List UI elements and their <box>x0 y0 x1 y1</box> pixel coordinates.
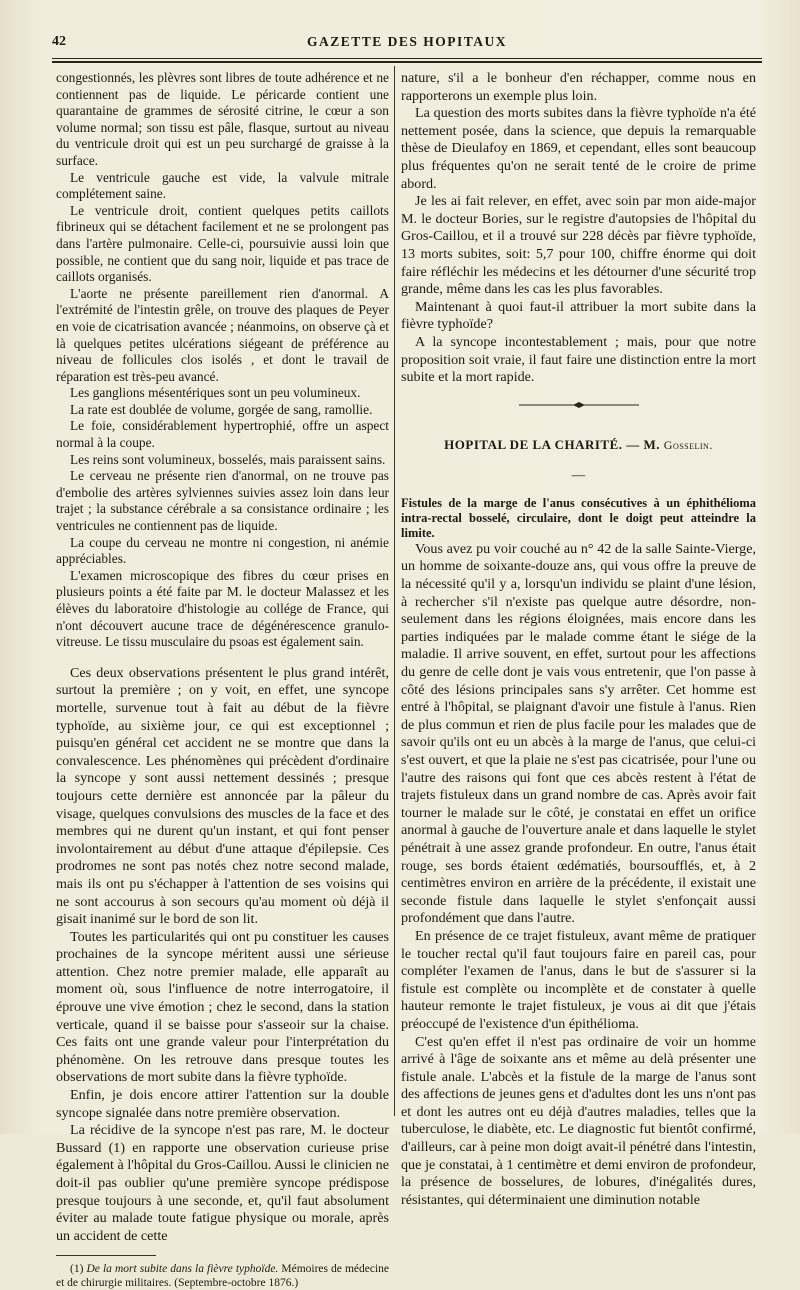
footnote-rule <box>56 1255 156 1256</box>
paragraph: nature, s'il a le bonheur d'en réchapper, comme nous en rapporterons un exemple plus loin. <box>401 70 756 104</box>
paragraph: La question des morts subites dans la fièvre typhoïde n'a été nettement posée, dans la science, que depuis la remarquable thèse de Dieulafoy en 1869, et cependant, elles sont beaucoup plus fréquentes qu'on ne serait tenté de le croire de prime abord. <box>401 105 756 192</box>
header-rule <box>52 58 762 59</box>
paragraph: Les ganglions mésentériques sont un peu volumineux. <box>70 385 361 401</box>
section-title: HOPITAL DE LA CHARITÉ. — M. <box>444 436 661 452</box>
footnote-marker: (1) <box>70 1263 84 1276</box>
dash-divider: — <box>571 467 586 483</box>
paragraph: Je les ai fait relever, en effet, avec soin par mon aide-major M. le docteur Bories, sur le registre d'autopsies de l'hôpital du Gros-Caillou, et il a trouvé sur 228 décès par fièvre typhoïde, 13 morts subites, soit: 5,7 pour 100, chiffre énorme qui doit faire réfléchir les médecins et les détourner d'une sécurité trop grande, même dans les cas les plus favorables. <box>401 193 756 298</box>
paragraph: Le cerveau ne présente rien d'anormal, on ne trouve pas d'embolie des artères sylviennes suivies assez loin dans leur trajet ; la substance cérébrale a sa consistance ordinaire ; les ventricules ne contiennent pas de liquide. <box>56 468 389 534</box>
paragraph: congestionnés, les plèvres sont libres de toute adhérence et ne contiennent pas de liquide. Le péricarde contient une quarantaine de grammes de sérosité citrine, le cœur a son volume normal; son tissu est pâle, flasque, surtout au niveau du ventricule droit qui est un peu surchargé de graisse à la surface. <box>56 70 389 168</box>
paragraph: Toutes les particularités qui ont pu constituer les causes prochaines de la syncope méritent aussi une sérieuse attention. Chez notre premier malade, elle apparaît au moment où, sous l'influence de notre interrogatoire, il éprouve une vive émotion ; chez le second, dans la station verticale, quand il se baisse pour s'asseoir sur la chaise. Ces faits ont une grande valeur pour l'interprétation du phénomène. On les retrouve dans presque toutes les observations de mort subite dans la fièvre typhoïde. <box>56 928 389 1086</box>
paragraph: La récidive de la syncope n'est pas rare, M. le docteur Bussard (1) en rapporte une observation curieuse prise également à l'hôpital du Gros-Caillou. Aussi le clinicien ne doit-il pas oublier qu'une première syncope prédispose presque toujours à une seconde, et, qu'il faut absolument éviter au malade toute fatigue physique ou morale, après un accident de cette <box>56 1122 389 1244</box>
paragraph: En présence de ce trajet fistuleux, avant même de pratiquer le toucher rectal qu'il faut toujours faire en pareil cas, pour compléter l'examen de l'anus, dans le but de s'assurer si la fistule est complète ou incomplète et de constater à quelle hauteur remonte le trajet fistuleux, je vous ai dit que j'étais préoccupé de l'existence d'un épithélioma. <box>401 927 756 1032</box>
article-subtitle: Fistules de la marge de l'anus consécutives à un éphithélioma intra-rectal bosselé, circulaire, dont le doigt peut atteindre la limite. <box>401 495 756 540</box>
paragraph: Maintenant à quoi faut-il attribuer la mort subite dans la fièvre typhoïde? <box>401 298 756 333</box>
paragraph: L'aorte ne présente pareillement rien d'anormal. A l'extrémité de l'intestin grêle, on trouve des plaques de Peyer en voie de cicatrisation avancée ; néanmoins, on observe çà et là quelques petites ulcérations siégeant de préférence au niveau de follicules clos isolés , et dont le travail de réparation est très-peu avancé. <box>56 285 389 384</box>
page-number: 42 <box>52 34 66 49</box>
header-rule-thick <box>52 61 762 63</box>
paragraph: Ces deux observations présentent le plus grand intérêt, surtout la première ; on y voit, en effet, une syncope mortelle, survenue tout à fait au début de la fièvre typhoïde, au sixième jour, ce qui est exceptionnel ; puisqu'en général cet accident ne se montre que dans la convalescence. Les phénomènes qui précèdent d'ordinaire la syncope y sont aussi nettement dessinés ; presque toujours cette dernière est annoncée par la pâleur du visage, quelques convulsions des muscles de la face et des membres qui ne durent qu'un instant, et qui font penser involontairement au début d'une attaque d'épilepsie. Ces prodromes ne sont pas notés chez notre second malade, mais ils ont pu s'échapper à l'attention de ses voisins qui ne sont accourus à son secours qu'au moment où déjà il gisait inanimé sur le bord de son lit. <box>56 664 389 928</box>
paragraph: La coupe du cerveau ne montre ni congestion, ni anémie appréciables. <box>56 534 389 567</box>
journal-title: GAZETTE DES HOPITAUX <box>306 34 508 49</box>
footnote-title: De la mort subite dans la fièvre typhoïde. <box>86 1263 279 1276</box>
footnote-text: Mémoires de médecine et de chirurgie militaires. (Septembre-octobre 1876.) <box>56 1263 390 1290</box>
right-column <box>401 70 756 1209</box>
paragraph: A la syncope incontestablement ; mais, pour que notre proposition soit vraie, il faut faire une distinction entre la mort subite et la mort rapide. <box>401 333 756 386</box>
ornament-divider <box>519 401 639 409</box>
paragraph: Le foie, considérablement hypertrophié, offre un aspect normal à la coupe. <box>56 418 389 451</box>
section-heading <box>401 437 756 454</box>
paragraph: Les reins sont volumineux, bosselés, mais paraissent sains. <box>70 451 386 467</box>
column-divider <box>394 66 395 1116</box>
section-author: Gosselin. <box>663 437 713 452</box>
paragraph: Le ventricule droit, contient quelques petits caillots fibrineux qui se détachent facilement et ne se prolongent pas dans l'artère pulmonaire. Celle-ci, poursuivie aussi loin que possible, ne contient que du sang noir, liquide et pas trace de caillots organisés. <box>56 202 389 285</box>
footnote <box>56 1262 389 1290</box>
paragraph: L'examen microscopique des fibres du cœur prises en plusieurs points a été faite par M. le docteur Malassez et les élèves du laboratoire d'histologie au collége de France, qui n'ont découvert aucune trace de dégénérescence granulo-vitreuse. Le tissu musculaire du psoas est également sain. <box>56 567 389 650</box>
paragraph: Enfin, je dois encore attirer l'attention sur la double syncope signalée dans notre première observation. <box>56 1087 389 1121</box>
page-header <box>52 30 762 56</box>
left-column <box>56 70 389 1290</box>
paragraph: Le ventricule gauche est vide, la valvule mitrale complétement saine. <box>56 169 389 202</box>
paragraph: Vous avez pu voir couché au n° 42 de la salle Sainte-Vierge, un homme de soixante-douze ans, qui vous offre la preuve de la nécessité qu'il y a, lorsqu'un individu se plaint d'une lésion, à rechercher s'il n'existe pas quelque autre désordre, non-seulement dans les régions éloignées, mais encore dans les parties indiquées par le malade comme étant le siége de la maladie. Il arrive souvent, en effet, surtout pour les affections du genre de celle dont je vais vous entretenir, que l'on passe à côté des lésions principales sans s'y arrêter. Cet homme est entré à l'hôpital, se plaignant d'avoir une fistule à l'anus. Rien de plus commun et rien de plus facile pour les malades que de savoir qu'ils ont eu un abcès à la marge de l'anus, que celui-ci s'est ouvert, et que la plaie ne s'est pas cicatrisée, pour l'une ou l'autre des raisons qui font que ces abcès restent à l'état de trajets fistuleux dans un grand nombre de cas. Après avoir fait tourner le malade sur le côté, je constatai en effet un orifice anormal à gauche de l'ouverture anale et dans laquelle le stylet pénétrait à une assez grande profondeur. En outre, l'anus était rouge, ses bords étaient œdématiés, boursoufflés, et, à 2 centimètres environ en arrière de la précédente, il existait une seconde fistule dans laquelle le stylet s'enfonçait aussi profondément que dans l'autre. <box>401 540 756 927</box>
paragraph: C'est qu'en effet il n'est pas ordinaire de voir un homme arrivé à l'âge de soixante ans et même au delà présenter une fistule anale. L'abcès et la fistule de la marge de l'anus sont des affections de jeunes gens et d'adultes dont les uns n'ont pas et dont les autres ont eu déjà d'autres maladies, telles que la tuberculose, le diabète, etc. Le diagnostic fut bientôt confirmé, d'ailleurs, car à peine mon doigt avait-il pénétré dans l'intestin, que je constatai, à 1 centimètre et demi environ de profondeur, la présence de bosselures, de lobures, d'inégalités dures, résistantes, qui déterminaient une diminution notable <box>401 1033 756 1208</box>
paragraph: La rate est doublée de volume, gorgée de sang, ramollie. <box>70 401 373 417</box>
